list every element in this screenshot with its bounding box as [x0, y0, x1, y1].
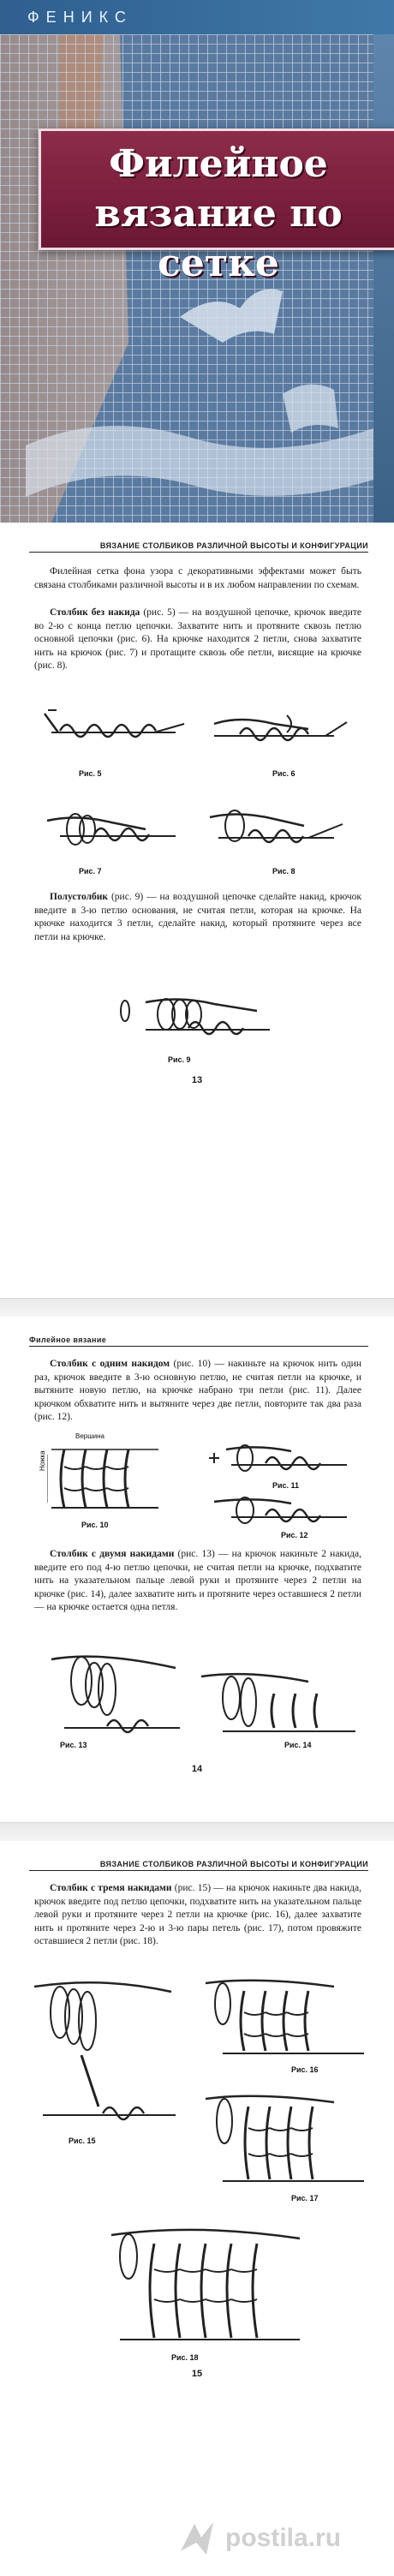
figure-13: [47, 1634, 184, 1741]
page-13: [0, 523, 394, 1298]
figure-caption: Рис. 15: [69, 2137, 96, 2145]
paragraph-text: (рис. 5) — на воздушной цепочке, крючок введите во 2-ю с конца петлю цепочки. Захватите нить и протяните сквозь петлю основной цепочки (рис. 6). На крючке находится 2 петли, снова захватите нить на крючок (рис. 7) и протащите сквозь обе петли, висящие на крючке (рис. 8).: [34, 607, 361, 671]
running-header: ВЯЗАНИЕ СТОЛБИКОВ РАЗЛИЧНОЙ ВЫСОТЫ И КОНФИГУРАЦИИ: [29, 541, 368, 553]
page-number: 14: [191, 1764, 203, 1774]
watermark: [176, 2520, 381, 2558]
page-15: [0, 1841, 394, 2576]
watermark-text: postila.ru: [225, 2524, 342, 2552]
paragraph: [34, 607, 361, 673]
figure-6: [206, 698, 351, 767]
figure-5: [43, 698, 188, 767]
figure-18: [94, 2209, 308, 2351]
paragraph-text: (рис. 13) — на крючок накиньте 2 накида, введите его под 4-ю петлю цепочки, не считая петли на крючке, подхватите нить на указательном пальце левой руки и протяните через 2 петли на крючке (рис. 14), далее захватите нить и протяните через оставшиеся 2 петли — на крючке остается одна петля.: [34, 1549, 361, 1612]
figure-12: [206, 1488, 351, 1531]
page-number: 13: [191, 1075, 203, 1085]
label-top: Вершина: [75, 1432, 104, 1440]
figure-caption: Рис. 10: [81, 1521, 109, 1529]
figure-14: [197, 1659, 360, 1741]
figure-caption: Рис. 12: [281, 1531, 308, 1539]
term: Полустолбик: [50, 892, 109, 902]
paragraph: [34, 1548, 361, 1615]
term: Столбик с одним накидом: [50, 1359, 170, 1369]
figure-7: [43, 795, 188, 864]
paragraph: Филейная сетка фона узора с декоративными эффектами может быть связана столбиками различной высоты и в их любом направлении по схемам.: [34, 566, 361, 590]
term: Столбик с тремя накидами: [50, 1883, 172, 1893]
figure-9: [111, 977, 283, 1049]
cover-title-line1: Филейное: [109, 142, 328, 186]
figure-17: [206, 2085, 368, 2192]
figure-16: [206, 1969, 368, 2064]
book-cover: [0, 0, 394, 523]
cover-title-box: [39, 129, 394, 285]
figure-caption: Рис. 17: [291, 2194, 319, 2202]
figure-caption: Рис. 7: [79, 867, 102, 876]
paragraph-text: (рис. 10) — накиньте на крючок нить один раз, крючок введите в 3-ю основную петлю, не считая петли на крючке, и вытяните новую петлю, на крючке набрано три петли (рис. 11). Далее крючком обхватите нить и вытяните через две петли, повторите так два раза (рис. 12).: [34, 1359, 361, 1422]
postila-logo-icon: [176, 2520, 218, 2558]
paragraph: [34, 891, 361, 944]
label-leg: Ножка: [39, 1450, 46, 1471]
figure-caption: Рис. 18: [171, 2353, 199, 2362]
figure-10: [47, 1441, 167, 1514]
figure-caption: Рис. 11: [272, 1481, 300, 1490]
cover-title-line2: вязание по сетке: [94, 192, 343, 285]
page-14: [0, 1317, 394, 1822]
figure-caption: Рис. 13: [60, 1741, 87, 1749]
paragraph-text: (рис. 15) — на крючок накиньте два накида, крючок введите под петлю цепочки, подхватите нить на указательном пальце левой руки и протяните через 2 петли на крючке (рис. 16), далее захватите нить и протяните через 2-ю и 3-ю пары петель (рис. 17), потом провяжите оставшиеся 2 петли (рис. 18).: [34, 1883, 361, 1946]
figure-caption: Рис. 16: [291, 2065, 319, 2074]
paragraph-text: (рис. 9) — на воздушной цепочке сделайте накид, крючок введите в 3-ю петлю основания, не считая петли, которая на крючке. На крючке находится 3 петли, сделайте накид, который протяните через все петли на крючке.: [34, 892, 361, 942]
figure-caption: Рис. 6: [272, 769, 296, 778]
figure-caption: Рис. 9: [168, 1055, 191, 1064]
figure-15: [34, 1969, 180, 2132]
paragraph: [34, 1882, 361, 1949]
figure-caption: Рис. 5: [79, 769, 102, 778]
publisher-logo: ФЕНИКС: [0, 0, 394, 34]
page-divider: [0, 1298, 394, 1318]
running-header: ВЯЗАНИЕ СТОЛБИКОВ РАЗЛИЧНОЙ ВЫСОТЫ И КОНФИГУРАЦИИ: [29, 1860, 368, 1871]
term: Столбик с двумя накидами: [50, 1549, 175, 1559]
term: Столбик без накида: [50, 607, 140, 618]
figure-11: [206, 1432, 351, 1479]
page-divider: [0, 1822, 394, 1843]
cover-title: [41, 140, 394, 289]
figure-caption: Рис. 14: [284, 1741, 312, 1749]
paragraph: [34, 1358, 361, 1425]
figure-caption: Рис. 8: [272, 867, 296, 876]
figure-8: [206, 795, 351, 864]
running-header: Филейное вязание: [29, 1336, 368, 1347]
page-number: 15: [191, 2369, 203, 2379]
